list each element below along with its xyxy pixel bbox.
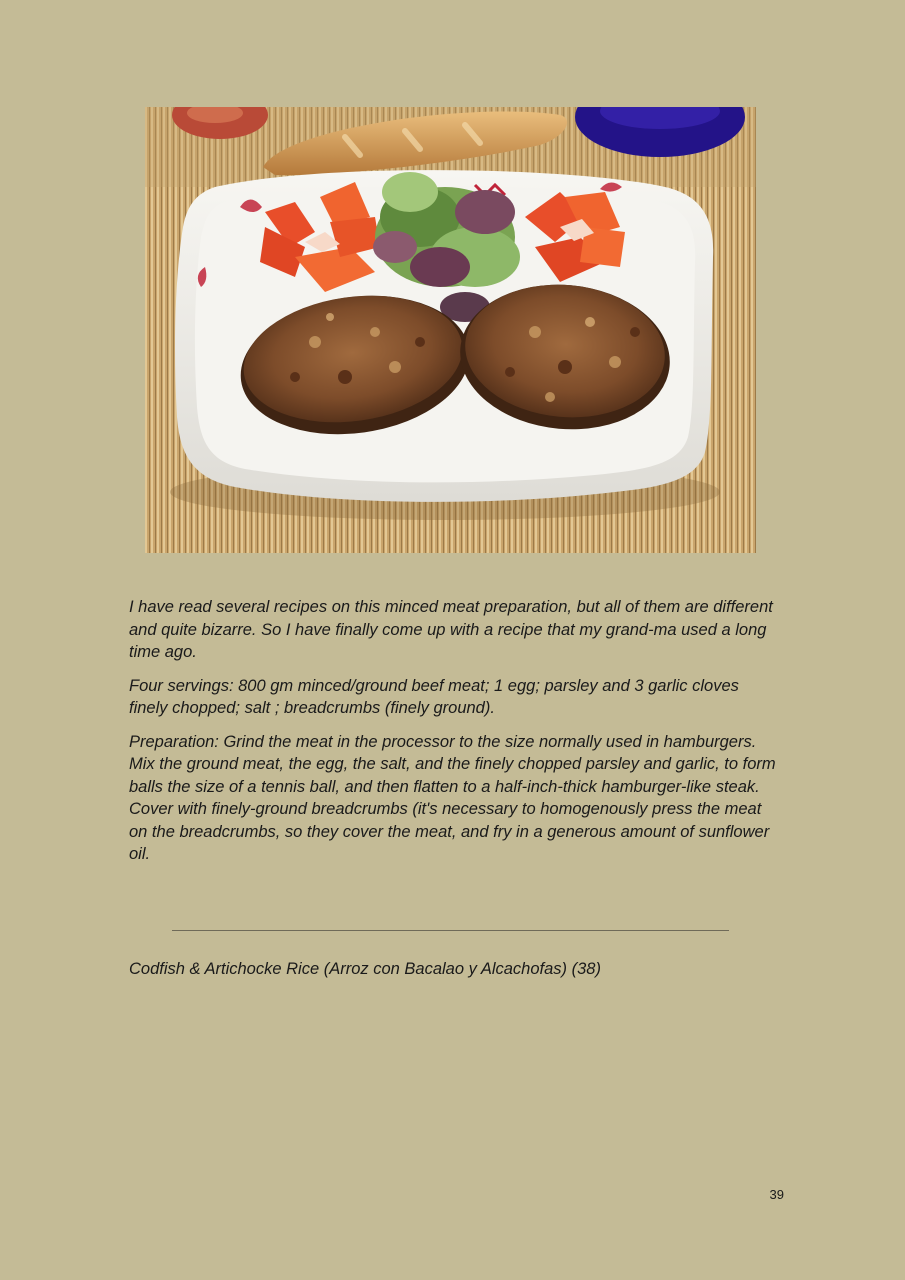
intro-paragraph: I have read several recipes on this minced meat preparation, but all of them are different and quite bizarre. So I have finally come up with a recipe that my grand-ma used a long time ago. bbox=[129, 598, 773, 661]
recipe-body bbox=[129, 596, 779, 877]
next-recipe-title: Codfish & Artichocke Rice (Arroz con Bacalao y Alcachofas) (38) bbox=[129, 960, 601, 978]
section-divider bbox=[172, 930, 729, 931]
recipe-photo bbox=[145, 107, 756, 553]
preparation-paragraph: Preparation: Grind the meat in the processor to the size normally used in hamburgers. Mix the ground meat, the egg, the salt, and the finely chopped parsley and garlic, to form balls the size of a tennis ball, and then flatten to a half-inch-thick hamburger-like steak. Cover with finely-ground breadcrumbs (it's necessary to homogenously press the meat on the breadcrumbs, so they cover the meat, and fry in a generous amount of sunflower oil. bbox=[129, 732, 776, 863]
page-number: 39 bbox=[769, 1187, 784, 1202]
servings-paragraph: Four servings: 800 gm minced/ground beef meat; 1 egg; parsley and 3 garlic cloves finely chopped; salt ; breadcrumbs (finely ground). bbox=[129, 676, 739, 717]
